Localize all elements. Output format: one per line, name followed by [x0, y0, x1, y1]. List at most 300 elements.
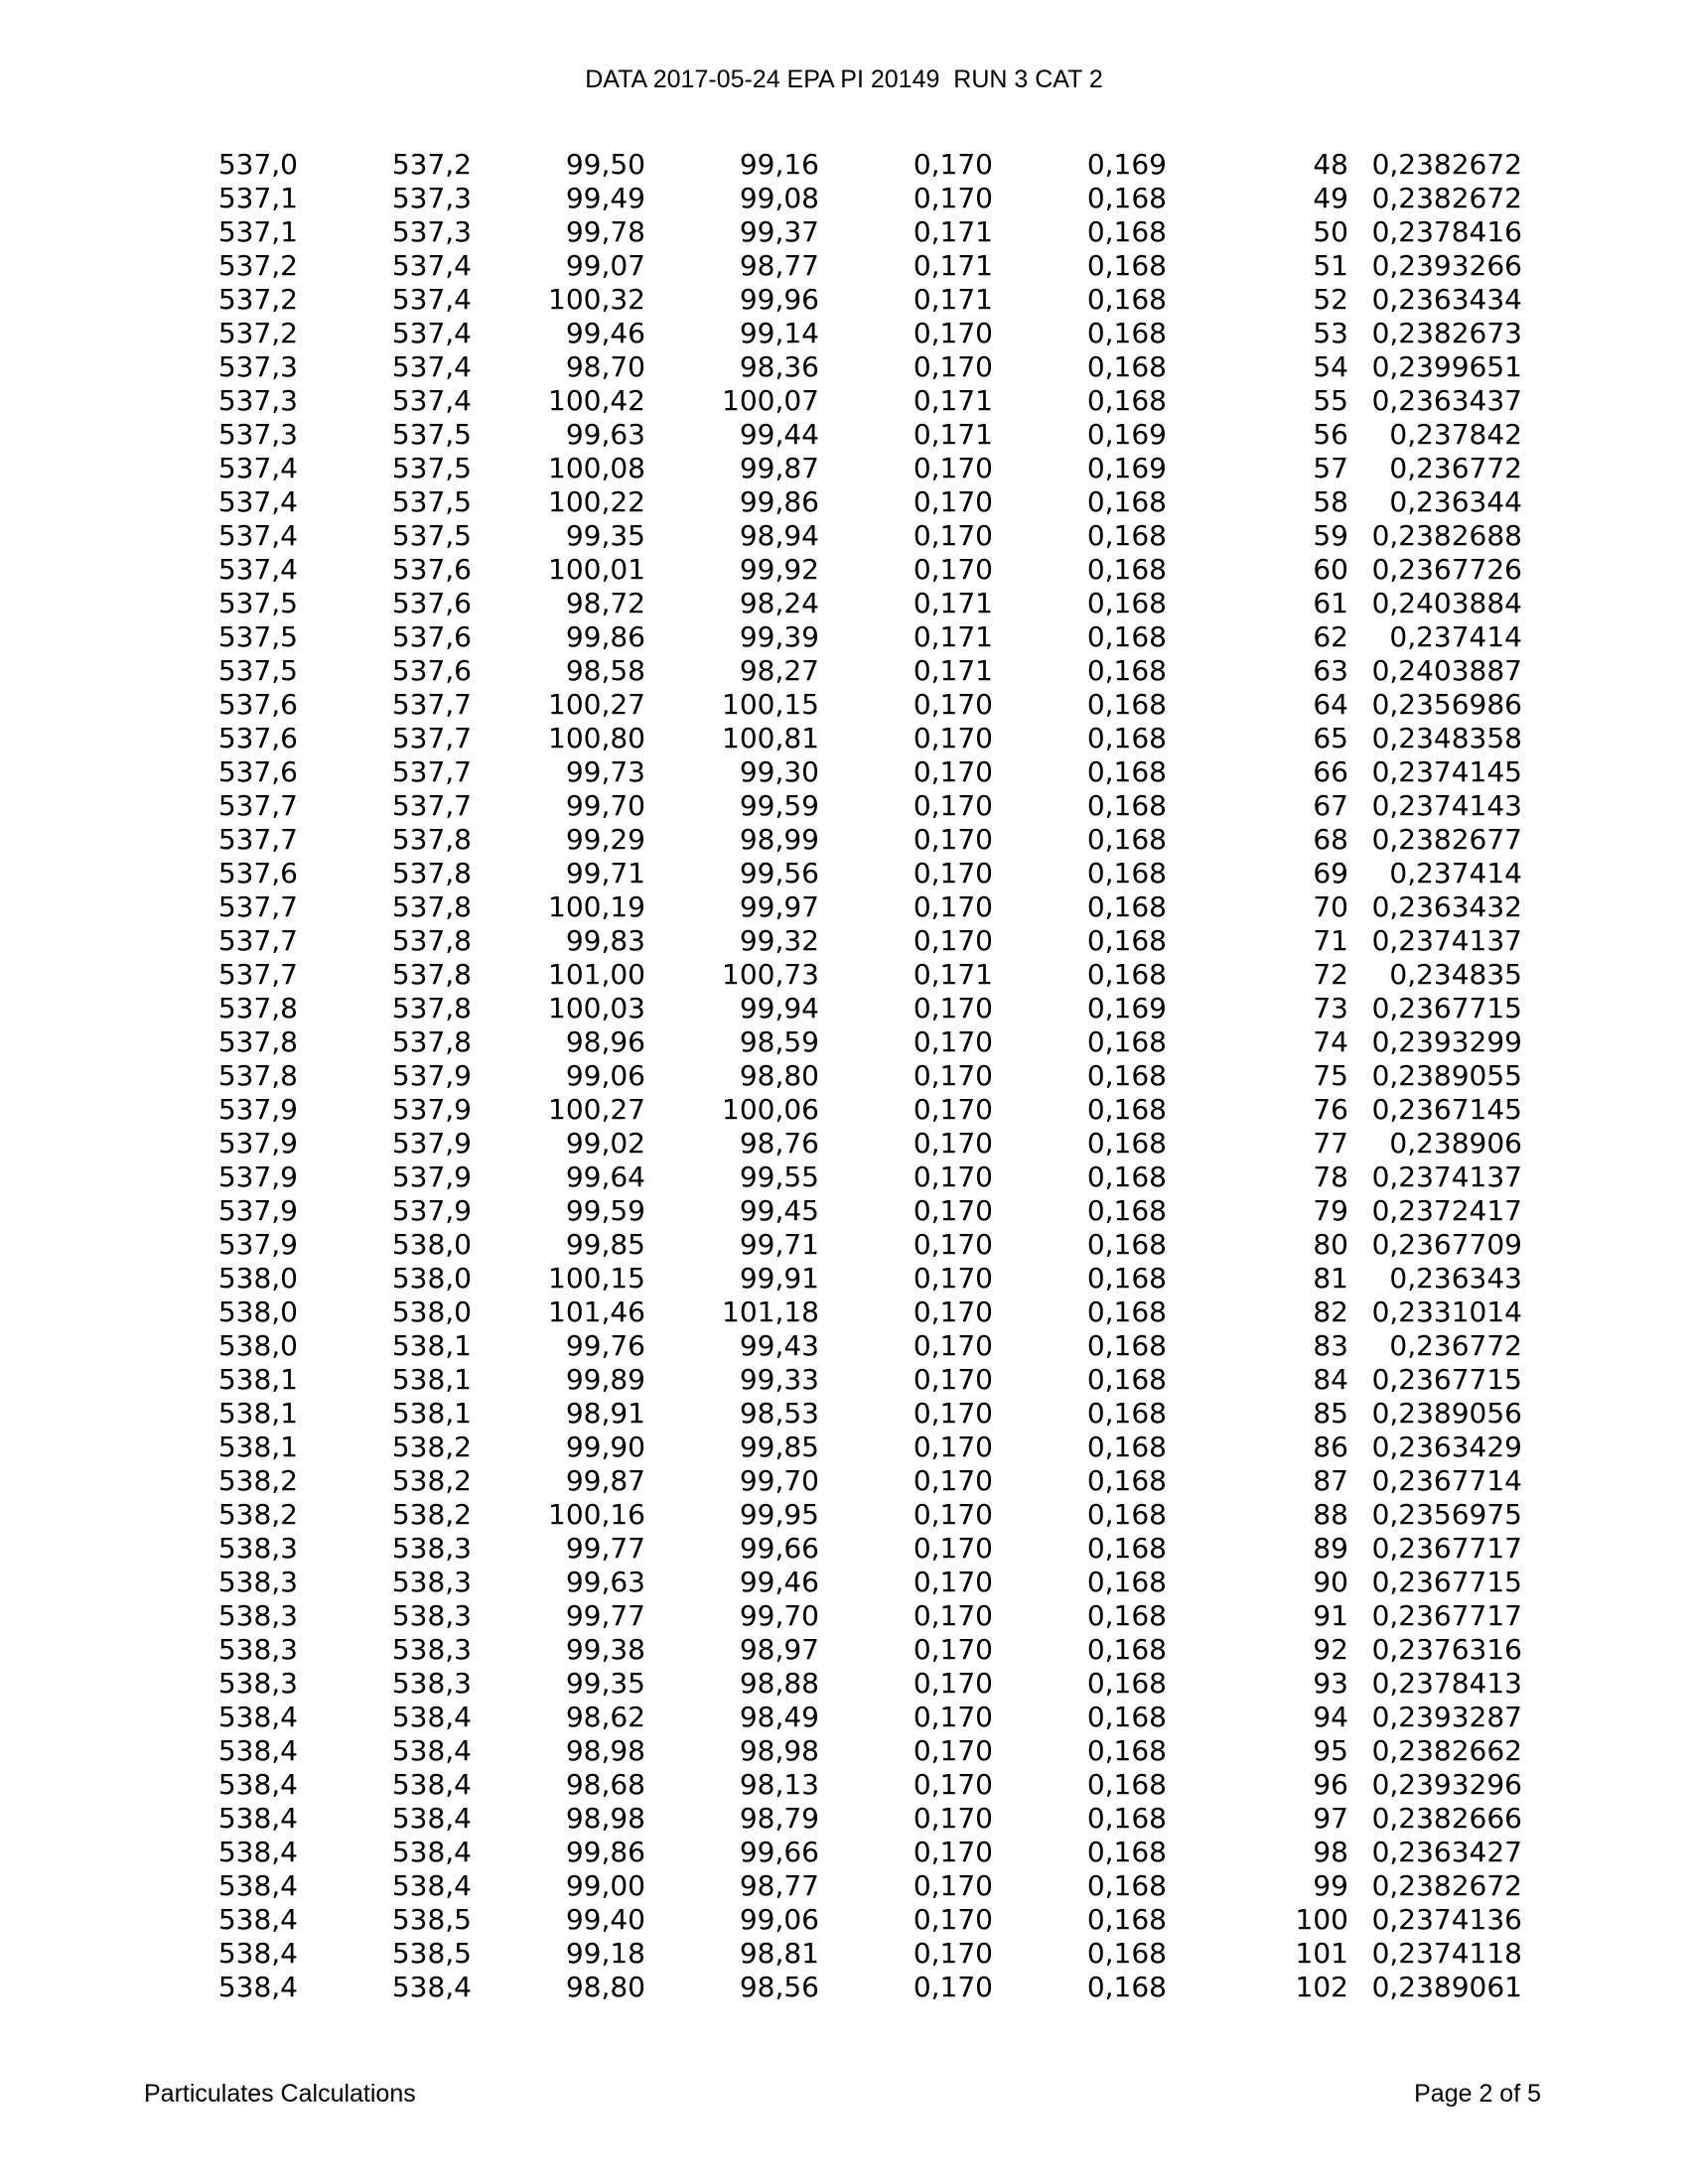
table-cell: 98,88 [739, 1667, 819, 1700]
table-cell: 98,53 [739, 1397, 819, 1430]
table-cell: 98,56 [739, 1971, 819, 2003]
table-cell: 99,50 [565, 148, 645, 181]
table-cell: 537,7 [217, 789, 298, 822]
table-cell: 538,2 [217, 1498, 298, 1531]
table-cell: 537,7 [391, 755, 472, 788]
table-cell: 65 [1313, 722, 1348, 754]
table-cell: 98,36 [739, 350, 819, 383]
table-cell: 0,168 [1086, 1498, 1167, 1531]
table-cell: 538,1 [217, 1397, 298, 1430]
table-cell: 537,7 [217, 924, 298, 957]
table-cell: 537,5 [391, 485, 472, 518]
table-cell: 537,4 [391, 249, 472, 282]
table-cell: 50 [1313, 215, 1348, 248]
table-cell: 98,79 [739, 1802, 819, 1835]
table-cell: 78 [1313, 1160, 1348, 1193]
table-cell: 0,2331014 [1371, 1296, 1522, 1328]
table-cell: 99,73 [565, 755, 645, 788]
table-cell: 98,76 [739, 1127, 819, 1160]
table-cell: 97 [1313, 1802, 1348, 1835]
table-row [199, 1768, 1522, 1802]
table-cell: 537,7 [391, 722, 472, 754]
table-row [199, 485, 1522, 519]
table-cell: 538,4 [391, 1836, 472, 1868]
table-cell: 538,1 [391, 1329, 472, 1362]
table-cell: 0,2382688 [1371, 519, 1522, 552]
table-cell: 99,92 [739, 553, 819, 586]
table-cell: 0,2393287 [1371, 1701, 1522, 1733]
table-cell: 0,168 [1086, 1228, 1167, 1261]
table-cell: 538,3 [391, 1599, 472, 1632]
table-cell: 0,170 [913, 1464, 993, 1497]
table-cell: 537,9 [217, 1194, 298, 1227]
table-cell: 0,170 [913, 1701, 993, 1733]
table-cell: 100,16 [548, 1498, 645, 1531]
table-cell: 538,3 [217, 1599, 298, 1632]
table-cell: 99,14 [739, 317, 819, 349]
table-cell: 0,170 [913, 1667, 993, 1700]
table-cell: 99,85 [739, 1431, 819, 1463]
table-cell: 538,4 [217, 1836, 298, 1868]
table-cell: 537,6 [391, 654, 472, 687]
table-cell: 538,1 [391, 1397, 472, 1430]
table-cell: 0,168 [1086, 1363, 1167, 1396]
table-cell: 73 [1313, 992, 1348, 1024]
table-cell: 537,5 [217, 587, 298, 619]
table-cell: 538,4 [217, 1734, 298, 1767]
table-cell: 98,59 [739, 1025, 819, 1058]
table-cell: 0,2367709 [1371, 1228, 1522, 1261]
table-row [199, 1093, 1522, 1127]
table-cell: 99,89 [565, 1363, 645, 1396]
table-cell: 0,170 [913, 1262, 993, 1295]
table-cell: 0,170 [913, 1768, 993, 1801]
table-cell: 0,170 [913, 317, 993, 349]
table-cell: 0,170 [913, 1869, 993, 1902]
table-cell: 98,99 [739, 823, 819, 856]
table-cell: 0,168 [1086, 1059, 1167, 1092]
table-cell: 99,59 [739, 789, 819, 822]
table-cell: 538,0 [391, 1296, 472, 1328]
table-cell: 60 [1313, 553, 1348, 586]
table-cell: 537,7 [217, 823, 298, 856]
table-cell: 100,07 [722, 384, 819, 417]
table-cell: 98,80 [565, 1971, 645, 2003]
table-cell: 0,2367145 [1371, 1093, 1522, 1126]
table-cell: 98,58 [565, 654, 645, 687]
table-cell: 0,168 [1086, 1667, 1167, 1700]
table-cell: 99,96 [739, 283, 819, 316]
table-cell: 100,03 [548, 992, 645, 1024]
table-cell: 99,16 [739, 148, 819, 181]
table-cell: 100,08 [548, 452, 645, 484]
table-cell: 0,2367714 [1371, 1464, 1522, 1497]
table-cell: 0,2382666 [1371, 1802, 1522, 1835]
table-cell: 0,2382672 [1371, 182, 1522, 214]
table-row [199, 1329, 1522, 1363]
table-cell: 100,42 [548, 384, 645, 417]
table-cell: 0,168 [1086, 1431, 1167, 1463]
table-cell: 0,2382677 [1371, 823, 1522, 856]
table-row [199, 215, 1522, 249]
table-cell: 538,2 [217, 1464, 298, 1497]
table-row [199, 924, 1522, 958]
table-cell: 538,1 [217, 1431, 298, 1463]
table-cell: 0,168 [1086, 1599, 1167, 1632]
table-cell: 95 [1313, 1734, 1348, 1767]
table-cell: 99,45 [739, 1194, 819, 1227]
table-cell: 0,170 [913, 1363, 993, 1396]
table-cell: 101,18 [722, 1296, 819, 1328]
table-cell: 99,32 [739, 924, 819, 957]
table-cell: 0,170 [913, 1903, 993, 1936]
table-cell: 0,168 [1086, 1971, 1167, 2003]
table-cell: 0,2376316 [1371, 1633, 1522, 1666]
table-cell: 538,0 [217, 1296, 298, 1328]
table-cell: 537,8 [391, 890, 472, 923]
table-row [199, 587, 1522, 620]
table-cell: 99,06 [739, 1903, 819, 1936]
table-cell: 0,170 [913, 1937, 993, 1970]
table-cell: 100,81 [722, 722, 819, 754]
table-cell: 0,170 [913, 1296, 993, 1328]
table-cell: 0,170 [913, 1093, 993, 1126]
table-cell: 538,4 [391, 1869, 472, 1902]
table-cell: 99,86 [739, 485, 819, 518]
table-cell: 0,170 [913, 1734, 993, 1767]
table-cell: 537,3 [391, 215, 472, 248]
table-cell: 0,170 [913, 519, 993, 552]
table-cell: 537,9 [217, 1228, 298, 1261]
table-cell: 99,37 [739, 215, 819, 248]
table-cell: 0,168 [1086, 823, 1167, 856]
table-cell: 0,2363427 [1371, 1836, 1522, 1868]
table-cell: 0,168 [1086, 789, 1167, 822]
table-cell: 0,168 [1086, 317, 1167, 349]
table-cell: 0,168 [1086, 654, 1167, 687]
table-cell: 0,2367715 [1371, 992, 1522, 1024]
table-cell: 99,63 [565, 1566, 645, 1598]
table-row [199, 789, 1522, 823]
table-cell: 80 [1313, 1228, 1348, 1261]
table-cell: 0,2382672 [1371, 148, 1522, 181]
table-cell: 0,168 [1086, 924, 1167, 957]
table-cell: 99,06 [565, 1059, 645, 1092]
table-cell: 99,29 [565, 823, 645, 856]
table-row [199, 384, 1522, 418]
table-cell: 99,83 [565, 924, 645, 957]
table-cell: 0,168 [1086, 1836, 1167, 1868]
table-cell: 99,77 [565, 1532, 645, 1565]
table-cell: 537,7 [217, 958, 298, 991]
table-cell: 84 [1313, 1363, 1348, 1396]
table-cell: 0,2356975 [1371, 1498, 1522, 1531]
table-row [199, 620, 1522, 654]
table-cell: 0,170 [913, 182, 993, 214]
table-cell: 99,87 [565, 1464, 645, 1497]
table-row [199, 350, 1522, 384]
table-cell: 55 [1313, 384, 1348, 417]
table-cell: 98,62 [565, 1701, 645, 1733]
table-cell: 537,6 [391, 553, 472, 586]
table-cell: 0,171 [913, 654, 993, 687]
table-cell: 0,2374137 [1371, 1160, 1522, 1193]
table-row [199, 654, 1522, 688]
table-cell: 537,5 [217, 620, 298, 653]
table-cell: 538,4 [217, 1768, 298, 1801]
table-cell: 0,168 [1086, 620, 1167, 653]
table-cell: 62 [1313, 620, 1348, 653]
table-cell: 538,4 [217, 1802, 298, 1835]
table-cell: 0,170 [913, 148, 993, 181]
table-row [199, 755, 1522, 789]
table-cell: 537,7 [391, 789, 472, 822]
table-cell: 538,0 [217, 1262, 298, 1295]
table-cell: 70 [1313, 890, 1348, 923]
table-cell: 100,15 [548, 1262, 645, 1295]
footer-document-title: Particulates Calculations [144, 2080, 416, 2108]
table-cell: 0,168 [1086, 1194, 1167, 1227]
table-cell: 537,5 [391, 519, 472, 552]
table-cell: 538,4 [391, 1802, 472, 1835]
table-cell: 537,4 [391, 317, 472, 349]
table-cell: 99 [1313, 1869, 1348, 1902]
table-cell: 0,2399651 [1371, 350, 1522, 383]
table-cell: 0,170 [913, 823, 993, 856]
table-cell: 0,2363437 [1371, 384, 1522, 417]
table-cell: 99,38 [565, 1633, 645, 1666]
table-row [199, 890, 1522, 924]
table-cell: 99,86 [565, 620, 645, 653]
table-cell: 0,236772 [1389, 1329, 1522, 1362]
table-cell: 99,71 [739, 1228, 819, 1261]
table-cell: 538,3 [217, 1532, 298, 1565]
table-cell: 98,77 [739, 249, 819, 282]
table-row [199, 958, 1522, 992]
page-header-title: DATA 2017-05-24 EPA PI 20149 RUN 3 CAT 2 [585, 66, 1103, 93]
table-cell: 538,4 [391, 1971, 472, 2003]
table-cell: 538,4 [391, 1701, 472, 1733]
table-cell: 0,168 [1086, 1397, 1167, 1430]
table-cell: 66 [1313, 755, 1348, 788]
table-cell: 0,168 [1086, 587, 1167, 619]
table-cell: 98,13 [739, 1768, 819, 1801]
table-cell: 81 [1313, 1262, 1348, 1295]
table-cell: 537,1 [217, 182, 298, 214]
table-cell: 0,170 [913, 857, 993, 889]
table-cell: 0,168 [1086, 1464, 1167, 1497]
table-cell: 537,3 [217, 418, 298, 451]
table-cell: 85 [1313, 1397, 1348, 1430]
table-cell: 63 [1313, 654, 1348, 687]
table-cell: 54 [1313, 350, 1348, 383]
table-cell: 537,4 [217, 452, 298, 484]
table-cell: 0,234835 [1389, 958, 1522, 991]
table-cell: 538,1 [217, 1363, 298, 1396]
table-row [199, 148, 1522, 182]
table-cell: 538,3 [391, 1532, 472, 1565]
table-cell: 99,77 [565, 1599, 645, 1632]
table-cell: 0,2378413 [1371, 1667, 1522, 1700]
table-cell: 0,170 [913, 1532, 993, 1565]
table-cell: 99,07 [565, 249, 645, 282]
table-cell: 91 [1313, 1599, 1348, 1632]
table-row [199, 1431, 1522, 1464]
table-cell: 0,168 [1086, 1025, 1167, 1058]
table-cell: 99,02 [565, 1127, 645, 1160]
table-cell: 0,168 [1086, 1633, 1167, 1666]
footer-page-number: Page 2 of 5 [1414, 2080, 1541, 2108]
table-cell: 98,27 [739, 654, 819, 687]
table-cell: 0,236344 [1389, 485, 1522, 518]
table-cell: 100,19 [548, 890, 645, 923]
table-cell: 537,9 [217, 1093, 298, 1126]
table-cell: 537,8 [391, 1025, 472, 1058]
table-cell: 538,5 [391, 1937, 472, 1970]
table-cell: 0,168 [1086, 519, 1167, 552]
table-row [199, 857, 1522, 890]
table-cell: 537,8 [217, 1025, 298, 1058]
table-cell: 0,169 [1086, 992, 1167, 1024]
table-cell: 100,27 [548, 1093, 645, 1126]
table-row [199, 1633, 1522, 1667]
table-cell: 68 [1313, 823, 1348, 856]
table-cell: 52 [1313, 283, 1348, 316]
table-cell: 82 [1313, 1296, 1348, 1328]
table-cell: 100,06 [722, 1093, 819, 1126]
table-row [199, 1160, 1522, 1194]
table-cell: 59 [1313, 519, 1348, 552]
table-cell: 0,168 [1086, 857, 1167, 889]
table-cell: 98,96 [565, 1025, 645, 1058]
table-cell: 537,9 [217, 1160, 298, 1193]
table-cell: 99,00 [565, 1869, 645, 1902]
table-cell: 0,170 [913, 688, 993, 721]
table-cell: 537,3 [217, 350, 298, 383]
table-row [199, 1464, 1522, 1498]
table-cell: 88 [1313, 1498, 1348, 1531]
table-cell: 537,2 [217, 283, 298, 316]
table-cell: 49 [1313, 182, 1348, 214]
table-cell: 0,171 [913, 283, 993, 316]
table-cell: 0,168 [1086, 1160, 1167, 1193]
table-row [199, 1228, 1522, 1262]
table-row [199, 1127, 1522, 1160]
table-row [199, 1836, 1522, 1869]
table-cell: 99,64 [565, 1160, 645, 1193]
table-row [199, 992, 1522, 1025]
table-cell: 538,4 [217, 1701, 298, 1733]
table-cell: 0,168 [1086, 485, 1167, 518]
table-cell: 537,5 [391, 418, 472, 451]
table-cell: 538,3 [391, 1633, 472, 1666]
table-cell: 99,97 [739, 890, 819, 923]
table-cell: 87 [1313, 1464, 1348, 1497]
table-cell: 0,170 [913, 1431, 993, 1463]
table-cell: 98,91 [565, 1397, 645, 1430]
table-cell: 0,2367715 [1371, 1566, 1522, 1598]
table-cell: 0,170 [913, 1194, 993, 1227]
table-cell: 67 [1313, 789, 1348, 822]
table-cell: 537,6 [391, 620, 472, 653]
table-cell: 537,8 [391, 958, 472, 991]
table-cell: 0,170 [913, 992, 993, 1024]
table-cell: 0,170 [913, 789, 993, 822]
table-cell: 0,168 [1086, 553, 1167, 586]
table-row [199, 1363, 1522, 1397]
table-cell: 0,170 [913, 755, 993, 788]
table-cell: 0,236772 [1389, 452, 1522, 484]
table-cell: 99,91 [739, 1262, 819, 1295]
table-cell: 98 [1313, 1836, 1348, 1868]
table-cell: 0,169 [1086, 148, 1167, 181]
table-cell: 537,4 [391, 384, 472, 417]
table-row [199, 823, 1522, 857]
table-cell: 537,2 [217, 249, 298, 282]
table-cell: 0,168 [1086, 1566, 1167, 1598]
table-row [199, 182, 1522, 215]
table-cell: 0,2363434 [1371, 283, 1522, 316]
table-cell: 0,168 [1086, 215, 1167, 248]
table-cell: 98,80 [739, 1059, 819, 1092]
data-table-body [199, 148, 1522, 2004]
table-cell: 99,43 [739, 1329, 819, 1362]
table-cell: 0,168 [1086, 755, 1167, 788]
table-cell: 538,4 [217, 1869, 298, 1902]
table-cell: 0,168 [1086, 890, 1167, 923]
table-cell: 101 [1295, 1937, 1348, 1970]
table-cell: 99,56 [739, 857, 819, 889]
table-cell: 99,63 [565, 418, 645, 451]
table-cell: 0,238906 [1389, 1127, 1522, 1160]
table-cell: 537,4 [391, 350, 472, 383]
table-cell: 0,169 [1086, 418, 1167, 451]
table-cell: 537,4 [217, 485, 298, 518]
table-cell: 0,170 [913, 1498, 993, 1531]
table-cell: 537,4 [217, 519, 298, 552]
table-cell: 0,170 [913, 1025, 993, 1058]
table-cell: 0,168 [1086, 1701, 1167, 1733]
table-cell: 0,2367715 [1371, 1363, 1522, 1396]
table-cell: 0,170 [913, 1633, 993, 1666]
table-cell: 0,168 [1086, 1262, 1167, 1295]
table-cell: 0,2393299 [1371, 1025, 1522, 1058]
table-cell: 537,8 [391, 823, 472, 856]
table-row [199, 283, 1522, 317]
table-cell: 99,18 [565, 1937, 645, 1970]
table-cell: 99,76 [565, 1329, 645, 1362]
table-cell: 89 [1313, 1532, 1348, 1565]
table-row [199, 519, 1522, 553]
table-cell: 0,170 [913, 1599, 993, 1632]
table-cell: 0,2403887 [1371, 654, 1522, 687]
table-cell: 98,98 [565, 1802, 645, 1835]
table-cell: 0,168 [1086, 722, 1167, 754]
table-cell: 538,4 [217, 1971, 298, 2003]
table-cell: 98,72 [565, 587, 645, 619]
table-row [199, 1059, 1522, 1093]
table-cell: 0,2367717 [1371, 1599, 1522, 1632]
table-cell: 86 [1313, 1431, 1348, 1463]
table-cell: 99,86 [565, 1836, 645, 1868]
table-cell: 0,168 [1086, 958, 1167, 991]
table-cell: 0,2389056 [1371, 1397, 1522, 1430]
table-cell: 94 [1313, 1701, 1348, 1733]
table-cell: 61 [1313, 587, 1348, 619]
table-row [199, 1296, 1522, 1329]
table-row [199, 1802, 1522, 1836]
table-cell: 83 [1313, 1329, 1348, 1362]
